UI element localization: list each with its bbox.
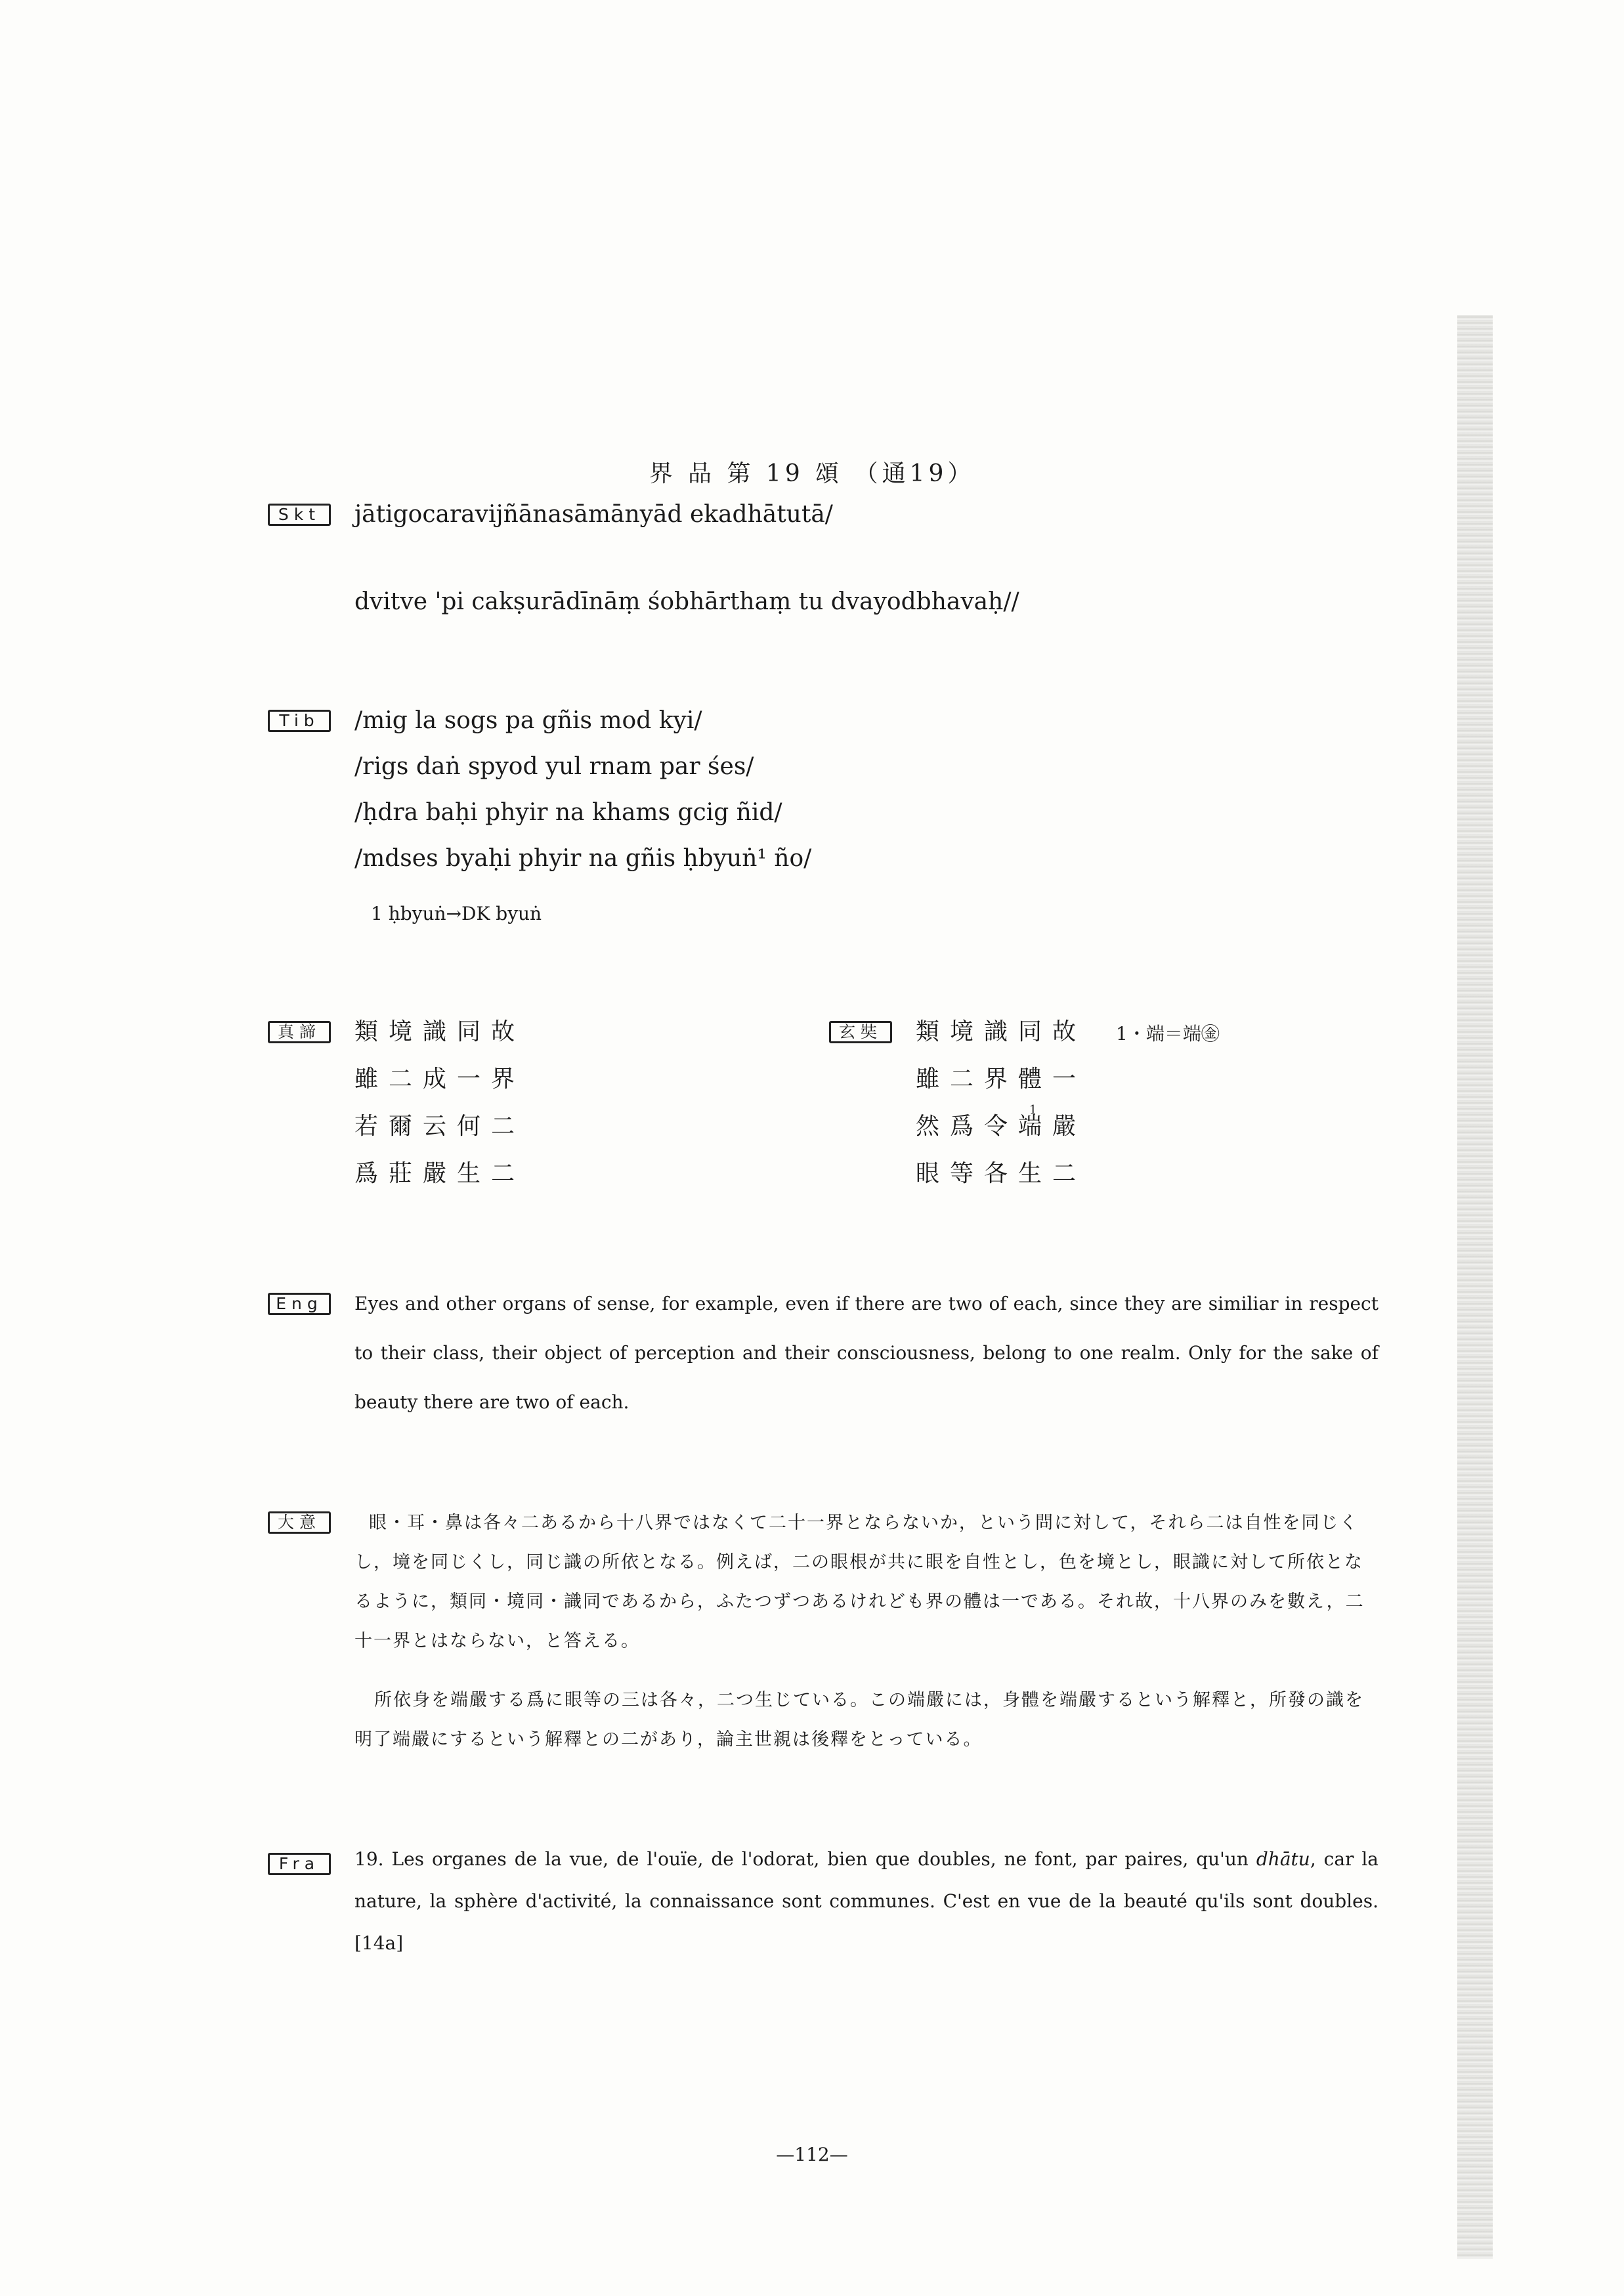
- tib-line-4: /mdses byaḥi phyir na gñis ḥbyuṅ¹ ño/: [354, 845, 812, 872]
- paramartha-line-1: 類境識同故: [354, 1018, 526, 1045]
- paramartha-line-3: 若爾云何二: [354, 1113, 526, 1140]
- page-number: —112—: [776, 2144, 848, 2165]
- tib-footnote: 1 ḥbyuṅ→DK byuṅ: [371, 903, 542, 924]
- taii-paragraph-1: 眼・耳・鼻は各々二あるから十八界ではなくて二十一界とならないか，という問に対して，それら二は自性を同じくし，境を同じくし，同じ識の所依となる。例えば，二の眼根が共に眼を自性とし，色を境とし，眼識に対して所依となるように，類同・境同・識同であるから，ふたつずつあるけれども界の體は一である。それ故，十八界のみを數え，二十一界とはならない，と答える。: [354, 1513, 1365, 1651]
- xuanzang-line-1: 類境識同故: [916, 1018, 1087, 1045]
- xuanzang-tag: 玄奘: [829, 1021, 892, 1043]
- skt-line-1: jātigocaravijñānasāmānyād ekadhātutā/: [354, 501, 833, 528]
- tib-line-3: /ḥdra baḥi phyir na khams gcig ñid/: [354, 799, 782, 826]
- fra-tag: Fra: [268, 1853, 331, 1875]
- fra-text: [354, 1838, 1378, 1964]
- fra-text-a: 19. Les organes de la vue, de l'ouïe, de l'odorat, bien que doubles, ne font, par paires, qu'un: [354, 1848, 1256, 1870]
- taii-tag: 大意: [268, 1511, 331, 1534]
- xuanzang-footnote-marker: 1: [1029, 1103, 1037, 1117]
- eng-tag: Eng: [268, 1293, 331, 1315]
- xuanzang-line-2: 雖二界體一: [916, 1066, 1087, 1093]
- xuanzang-note: 1・端＝端㊎: [1116, 1023, 1220, 1045]
- xuanzang-line-3: 然爲令端嚴: [916, 1113, 1087, 1140]
- fra-text-b: , car la nature, la sphère d'activité, la connaissance sont communes. C'est en vue de la beauté qu'ils sont doubles. [14a]: [354, 1848, 1379, 1954]
- paramartha-line-4: 爲莊嚴生二: [354, 1160, 526, 1187]
- skt-line-2: dvitve 'pi cakṣurādīnāṃ śobhārthaṃ tu dvayodbhavaḥ//: [354, 588, 1019, 615]
- eng-text: Eyes and other organs of sense, for example, even if there are two of each, since they are similiar in respect to their class, their object of perception and their consciousness, belong to one realm. Only for the sake of beauty there are two of each.: [354, 1293, 1378, 1413]
- xuanzang-line-4: 眼等各生二: [916, 1160, 1087, 1187]
- taii-paragraph-2: 所依身を端嚴する爲に眼等の三は各々，二つ生じている。この端嚴には，身體を端嚴するという解釋と，所發の識を明了端嚴にするという解釋との二があり，論主世親は後釋をとっている。: [354, 1690, 1364, 1750]
- fra-text-italic: dhātu: [1256, 1848, 1310, 1870]
- tib-tag: Tib: [268, 710, 331, 732]
- page-title: 界 品 第 19 頌 （通19）: [649, 460, 975, 487]
- skt-tag: Skt: [268, 504, 331, 526]
- tib-line-1: /mig la sogs pa gñis mod kyi/: [354, 707, 702, 734]
- paramartha-line-2: 雖二成一界: [354, 1066, 526, 1093]
- scan-edge-shadow: [1457, 315, 1493, 2259]
- tib-line-2: /rigs daṅ spyod yul rnam par śes/: [354, 753, 754, 780]
- paramartha-tag: 真諦: [268, 1021, 331, 1043]
